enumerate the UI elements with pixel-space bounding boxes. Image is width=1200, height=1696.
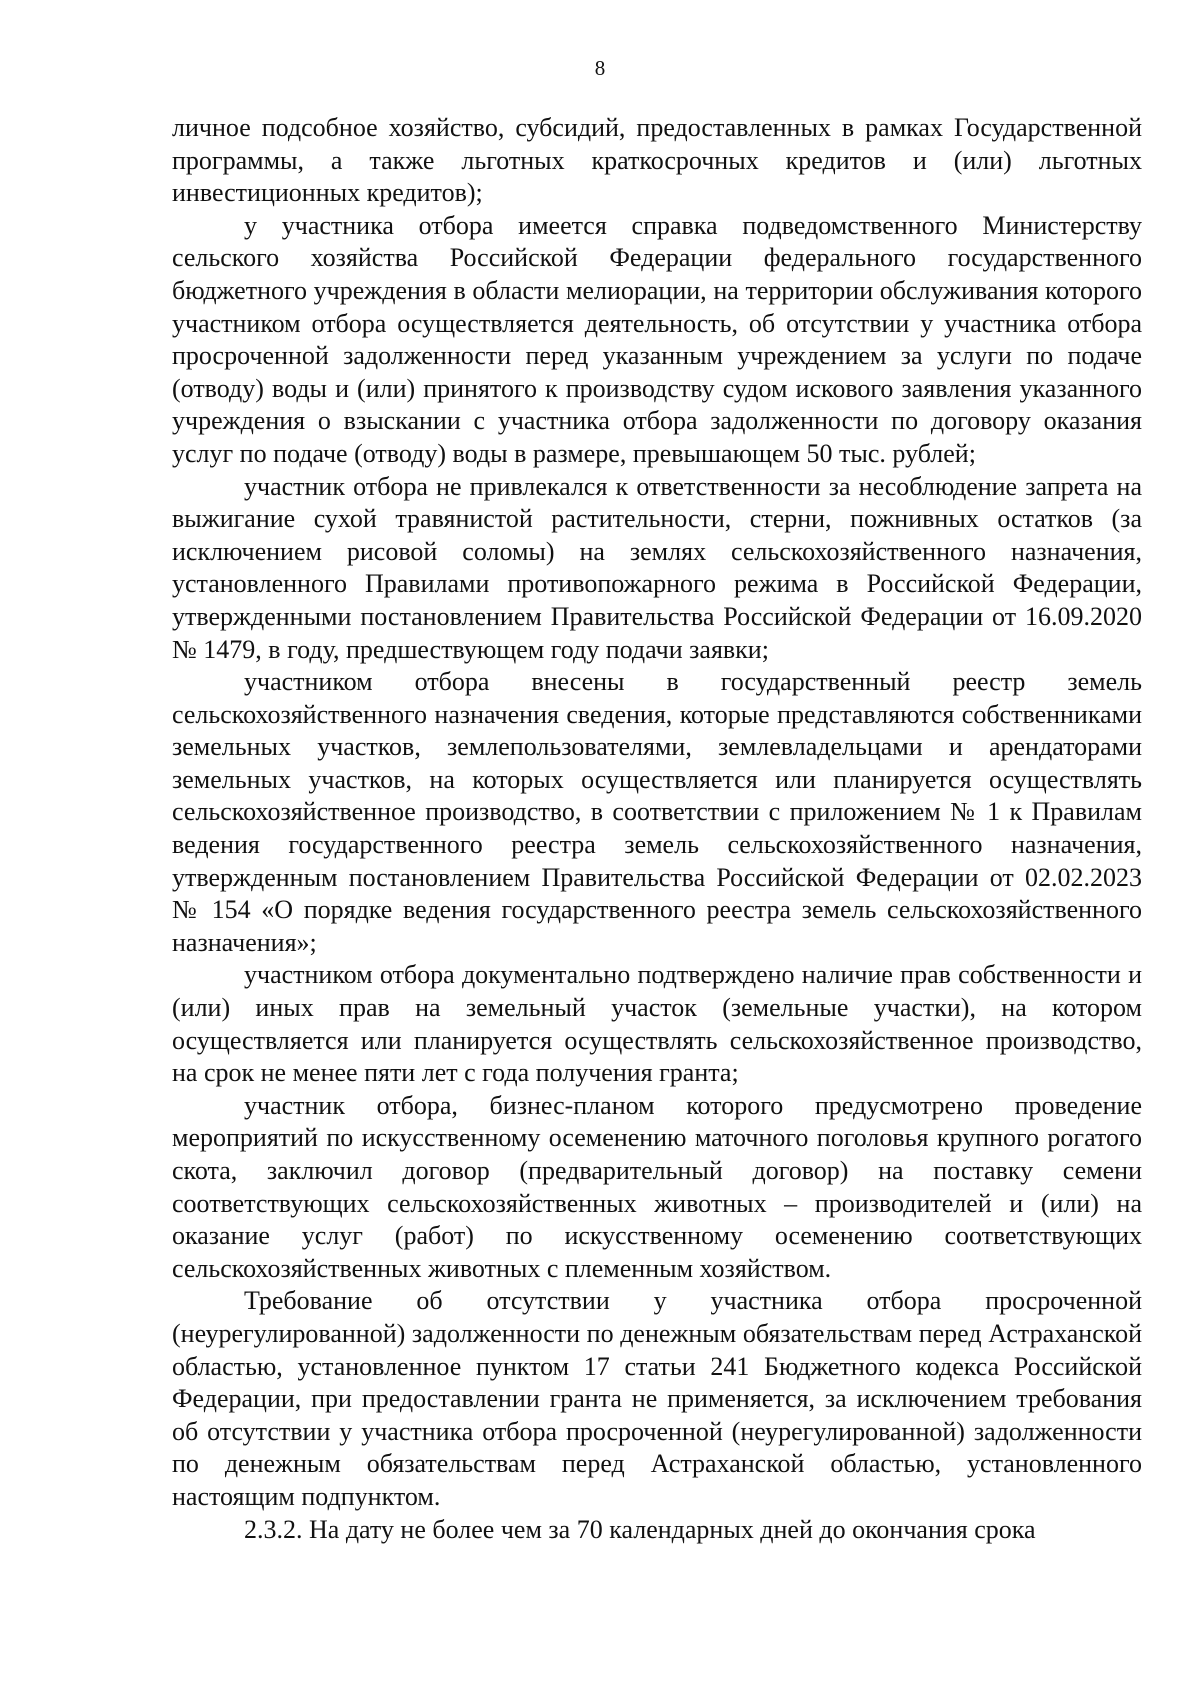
document-body [172,112,1142,1546]
paragraph-melioration-certificate: у участника отбора имеется справка подведомственного Министерству сельского хозяйства Российской Федерации федерального государственного бюджетного учреждения в области мелиорации, на территории обслуживания которого участником отбора осуществляется деятельность, об отсутствии у участника отбора просроченной задолженности перед указанным учреждением за услуги по подаче (отводу) воды и (или) принятого к производству судом искового заявления указанного учреждения о взыскании с участника отбора задолженности по договору оказания услуг по подаче (отводу) воды в размере, превышающем 50 тыс. рублей; [172,210,1142,468]
page-number: 8 [594,56,606,80]
paragraph-fire-safety: участник отбора не привлекался к ответственности за несоблюдение запрета на выжигание сухой травянистой растительности, стерни, пожнивных остатков (за исключением рисовой соломы) на землях сельскохозяйственного назначения, установленного Правилами противопожарного режима в Российской Федерации, утвержденными постановлением Правительства Российской Федерации от 16.09.2020 № 1479, в году, предшествующем году подачи заявки; [172,471,1142,664]
paragraph-debt-requirement: Требование об отсутствии у участника отбора просроченной (неурегулированной) задолженности по денежным обязательствам перед Астраханской областью, установленное пунктом 17 статьи 241 Бюджетного кодекса Российской Федерации, при предоставлении гранта не применяется, за исключением требования об отсутствии у участника отбора просроченной (неурегулированной) задолженности по денежным обязательствам перед Астраханской областью, установленного настоящим подпунктом. [172,1286,1142,1511]
paragraph-section-2-3-2: 2.3.2. На дату не более чем за 70 календарных дней до окончания срока [244,1514,1036,1544]
paragraph-land-registry: участником отбора внесены в государственный реестр земель сельскохозяйственного назначения сведения, которые представляются собственниками земельных участков, землепользователями, землевладельцами и арендаторами земельных участков, на которых осуществляется или планируется осуществлять сельскохозяйственное производство, в соответствии с приложением № 1 к Правилам ведения государственного реестра земель сельскохозяйственного назначения, утвержденным постановлением Правительства Российской Федерации от 02.02.2023 № 154 «О порядке ведения государственного реестра земель сельскохозяйственного назначения»; [172,667,1142,957]
paragraph-continuation: личное подсобное хозяйство, субсидий, предоставленных в рамках Государственной программы, а также льготных краткосрочных кредитов и (или) льготных инвестиционных кредитов); [172,113,1142,208]
paragraph-insemination-contract: участник отбора, бизнес-планом которого предусмотрено проведение мероприятий по искусственному осеменению маточного поголовья крупного рогатого скота, заключил договор (предварительный договор) на поставку семени соответствующих сельскохозяйственных животных – производителей и (или) на оказание услуг (работ) по искусственному осеменению соответствующих сельскохозяйственных животных с племенным хозяйством. [172,1090,1142,1283]
paragraph-land-rights: участником отбора документально подтверждено наличие прав собственности и (или) иных прав на земельный участок (земельные участки), на котором осуществляется или планируется осуществлять сельскохозяйственное производство, на срок не менее пяти лет с года получения гранта; [172,960,1142,1088]
